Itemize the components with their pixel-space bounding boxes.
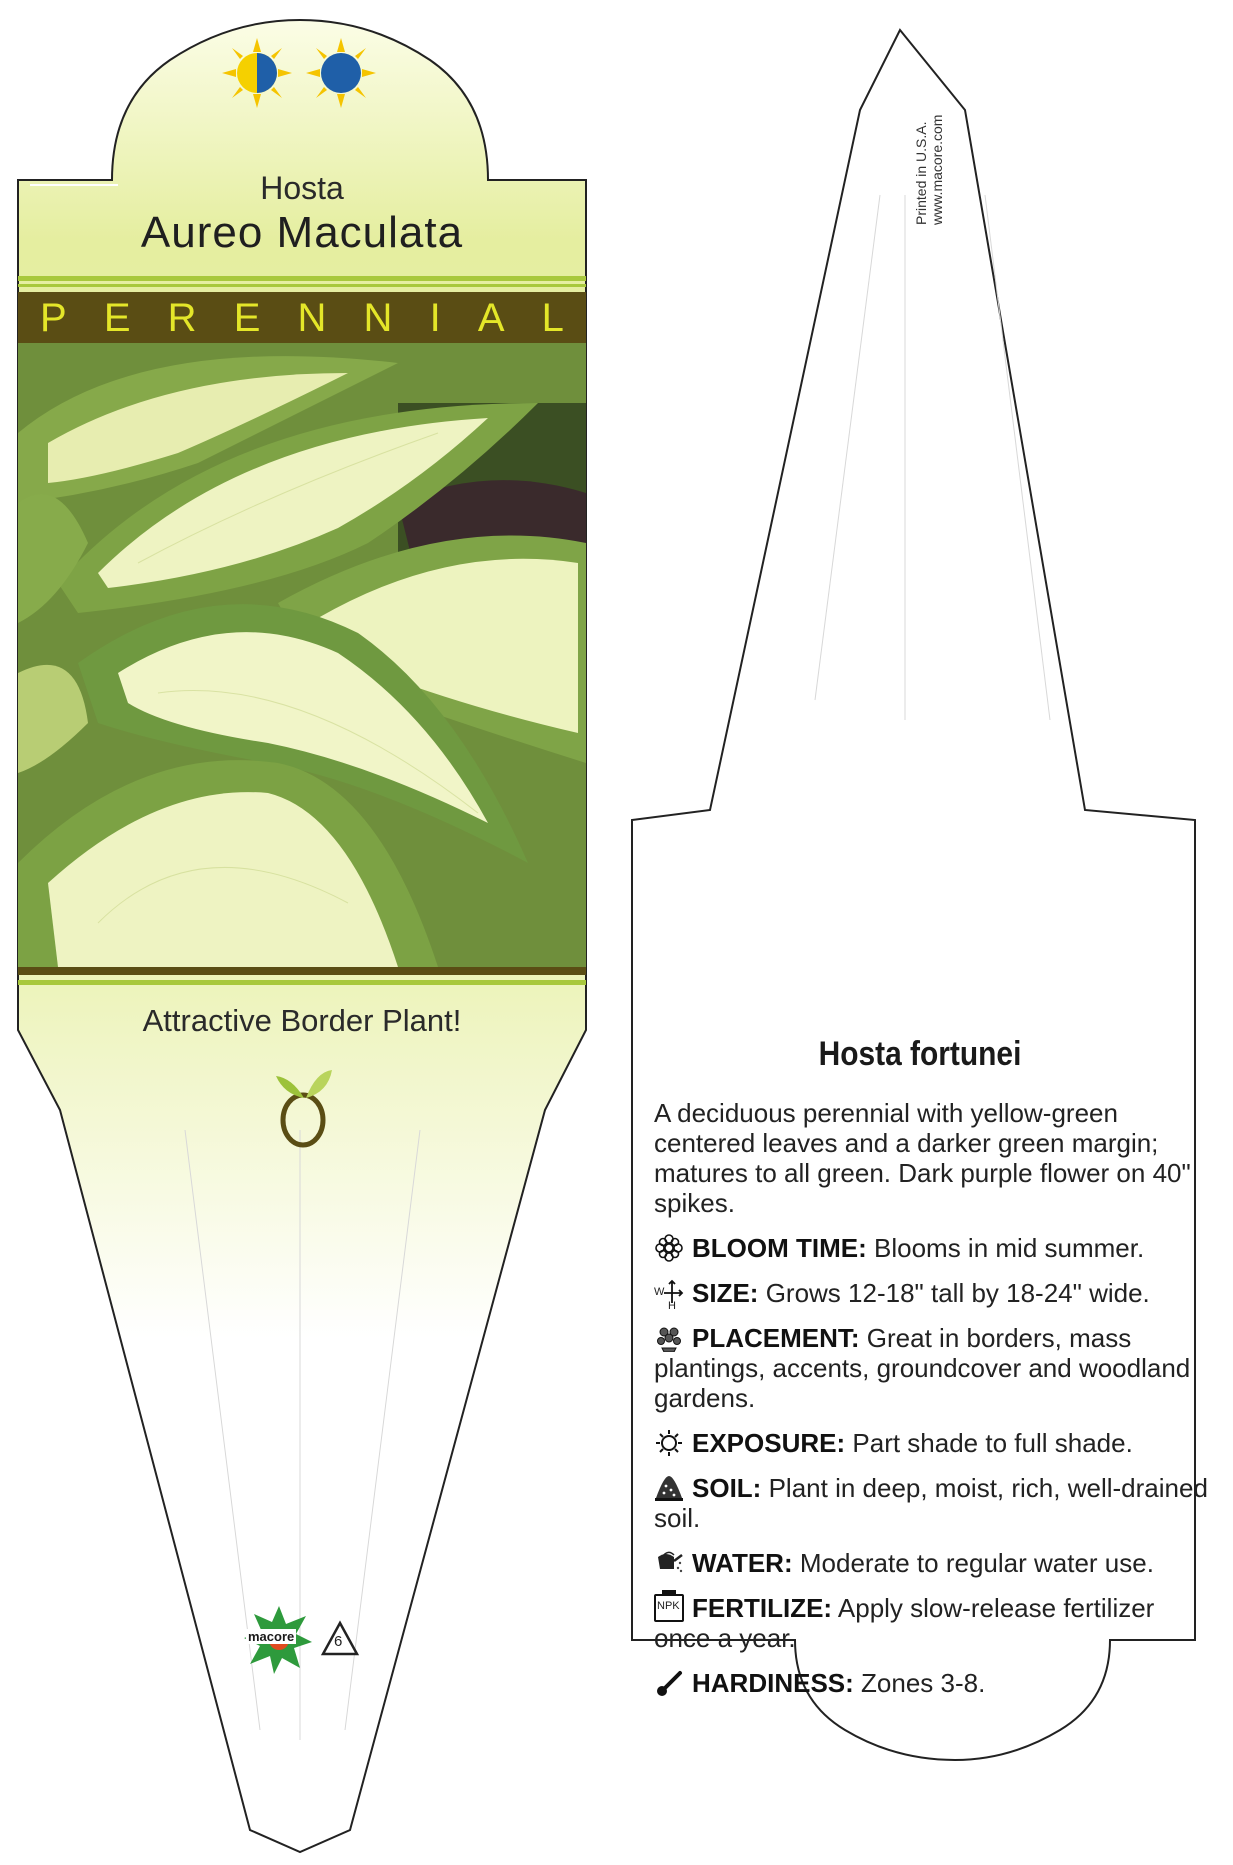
printed-website: www.macore.com — [929, 114, 945, 225]
water-key: WATER: — [692, 1548, 793, 1578]
category-letter: P — [40, 296, 67, 340]
description: A deciduous perennial with yellow-green centered leaves and a darker green margin; matures to all green. Dark purple flower on 40" spikes. — [654, 1098, 1191, 1218]
plant-cultivar: Aureo Maculata — [140, 208, 464, 257]
care-info — [654, 1098, 1214, 1713]
category-letter: N — [363, 296, 393, 340]
category-letter: E — [103, 296, 131, 340]
soil-row — [654, 1473, 1214, 1533]
soil-key: SOIL: — [692, 1473, 762, 1503]
water-row — [654, 1548, 1214, 1578]
recycle-code: 6 — [334, 1633, 343, 1650]
watering-can-icon — [654, 1549, 684, 1577]
bloom-time-value: Blooms in mid summer. — [874, 1233, 1145, 1263]
soil-value: Plant in deep, moist, rich, well-drained soil. — [654, 1473, 1208, 1533]
fertilize-key: FERTILIZE: — [692, 1593, 833, 1623]
sun-outline-icon — [654, 1429, 684, 1457]
category-letter: L — [541, 296, 564, 340]
placement-row — [654, 1323, 1214, 1413]
placement-value: Great in borders, mass plantings, accents, groundcover and woodland gardens. — [654, 1323, 1191, 1413]
category-letter: N — [297, 296, 327, 340]
tagline: Attractive Border Plant! — [142, 1003, 462, 1038]
half-sun-icon — [222, 38, 292, 108]
plant-genus: Hosta — [260, 170, 344, 206]
category-letter: A — [477, 296, 505, 340]
size-w-label: W — [654, 1286, 665, 1298]
flower-icon — [654, 1234, 684, 1262]
soil-icon — [654, 1474, 684, 1502]
bloom-time-key: BLOOM TIME: — [692, 1233, 867, 1263]
fertilize-value: Apply slow-release fertilizer once a year. — [654, 1593, 1155, 1653]
category-letter: I — [429, 296, 441, 340]
placement-key: PLACEMENT: — [692, 1323, 860, 1353]
thermometer-icon — [654, 1669, 684, 1697]
fertilize-row — [654, 1593, 1214, 1653]
category-letter: R — [167, 296, 197, 340]
botanical-name: Hosta fortunei — [818, 1035, 1022, 1073]
category-label — [18, 296, 586, 341]
size-row — [654, 1278, 1214, 1312]
hardiness-key: HARDINESS: — [692, 1668, 854, 1698]
bloom-time-row — [654, 1233, 1214, 1263]
size-h-label: H — [668, 1300, 676, 1312]
printed-info — [913, 65, 945, 225]
recycle-symbol — [320, 1620, 360, 1660]
hardiness-value: Zones 3-8. — [861, 1668, 986, 1698]
size-key: SIZE: — [692, 1278, 759, 1308]
exposure-key: EXPOSURE: — [692, 1428, 846, 1458]
npk-icon — [654, 1594, 684, 1622]
macore-logo — [244, 1604, 314, 1674]
exposure-row — [654, 1428, 1214, 1458]
hardiness-row — [654, 1668, 1214, 1698]
plant-photo — [18, 343, 586, 967]
size-icon — [654, 1279, 684, 1312]
category-letter: E — [233, 296, 261, 340]
water-value: Moderate to regular water use. — [799, 1548, 1154, 1578]
exposure-value: Part shade to full shade. — [852, 1428, 1133, 1458]
full-shade-icon — [306, 38, 376, 108]
npk-label: NPK — [657, 1600, 680, 1612]
printed-country: Printed in U.S.A. — [913, 121, 929, 225]
brand-name: macore — [248, 1629, 295, 1644]
seed-logo-icon — [272, 1068, 336, 1150]
placement-icon — [654, 1324, 684, 1352]
size-value: Grows 12-18" tall by 18-24" wide. — [765, 1278, 1150, 1308]
